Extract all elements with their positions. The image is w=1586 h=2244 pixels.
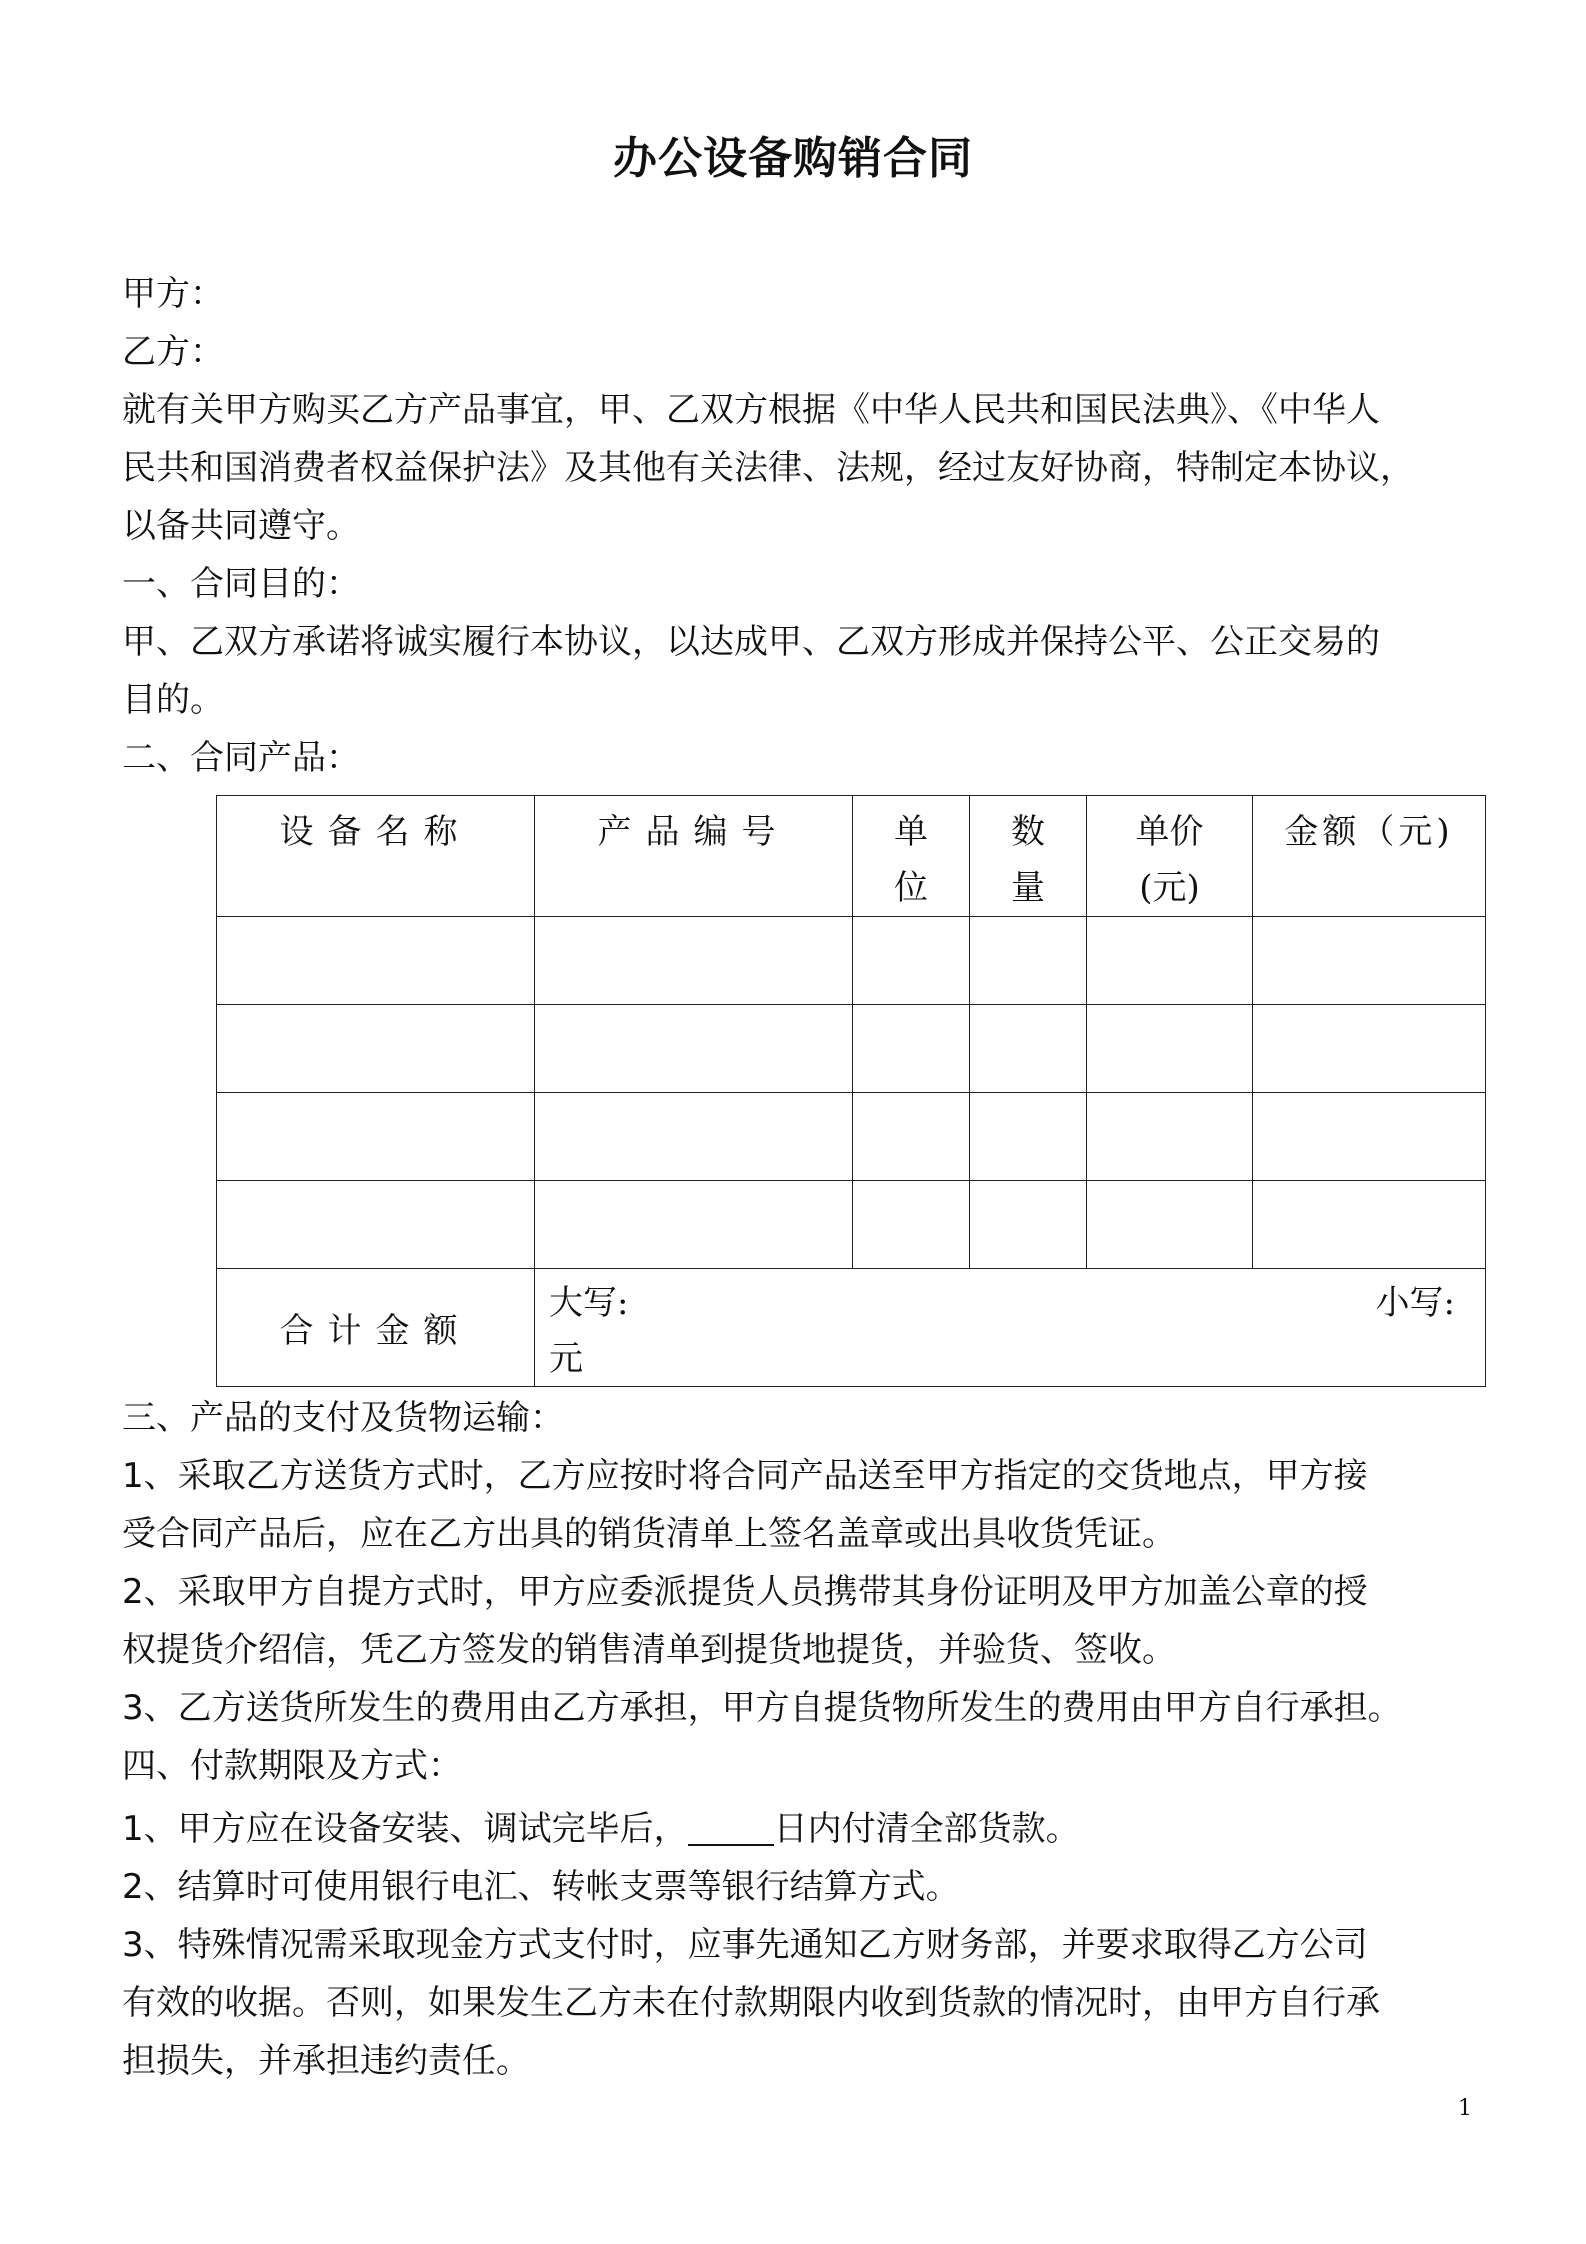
section1-heading: 一、合同目的： xyxy=(122,564,360,604)
section3-heading: 三、产品的支付及货物运输： xyxy=(122,1398,564,1438)
table-cell[interactable] xyxy=(853,1181,970,1269)
table-cell[interactable] xyxy=(970,1181,1087,1269)
intro-line-2: 民共和国消费者权益保护法》及其他有关法律、法规，经过友好协商，特制定本协议， xyxy=(122,448,1414,488)
table-cell[interactable] xyxy=(1253,1005,1486,1093)
table-cell[interactable] xyxy=(535,1093,853,1181)
section3-line-5: 3、乙方送货所发生的费用由乙方承担，甲方自提货物所发生的费用由甲方自行承担。 xyxy=(122,1688,1402,1728)
table-cell[interactable] xyxy=(970,1005,1087,1093)
table-cell[interactable] xyxy=(217,1181,535,1269)
section3-line-3: 2、采取甲方自提方式时，甲方应委派提货人员携带其身份证明及甲方加盖公章的授 xyxy=(122,1572,1368,1612)
table-row xyxy=(217,1093,1486,1181)
section4-line-4: 有效的收据。否则，如果发生乙方未在付款期限内收到货款的情况时，由甲方自行承 xyxy=(122,1983,1380,2023)
header-quantity: 数 量 xyxy=(970,796,1087,917)
section2-heading: 二、合同产品： xyxy=(122,738,360,778)
intro-line-1: 就有关甲方购买乙方产品事宜，甲、乙双方根据《中华人民共和国民法典》、《中华人 xyxy=(122,390,1380,430)
table-cell[interactable] xyxy=(217,917,535,1005)
table-header-row xyxy=(217,796,1486,917)
section4-item1-text: 1、甲方应在设备安装、调试完毕后， xyxy=(122,1809,688,1849)
table-row xyxy=(217,1005,1486,1093)
total-row xyxy=(217,1269,1486,1387)
section3-line-4: 权提货介绍信，凭乙方签发的销售清单到提货地提货，并验货、签收。 xyxy=(122,1630,1176,1670)
table-cell[interactable] xyxy=(535,1005,853,1093)
section1-line-2: 目的。 xyxy=(122,680,224,720)
total-amount-cell[interactable] xyxy=(535,1269,1486,1387)
table-cell[interactable] xyxy=(217,1093,535,1181)
page-title: 办公设备购销合同 xyxy=(613,133,973,184)
table-cell[interactable] xyxy=(1087,1093,1253,1181)
payment-days-blank[interactable] xyxy=(688,1804,774,1846)
table-cell[interactable] xyxy=(853,1005,970,1093)
table-cell[interactable] xyxy=(1087,1181,1253,1269)
table-cell[interactable] xyxy=(535,1181,853,1269)
party-a-label: 甲方： xyxy=(122,274,224,314)
header-amount: 金额（元) xyxy=(1253,796,1486,917)
table-cell[interactable] xyxy=(1087,1005,1253,1093)
product-table xyxy=(216,795,1486,1387)
section1-line-1: 甲、乙双方承诺将诚实履行本协议，以达成甲、乙双方形成并保持公平、公正交易的 xyxy=(122,622,1380,662)
table-cell[interactable] xyxy=(1253,1181,1486,1269)
table-row xyxy=(217,917,1486,1005)
page-number: 1 xyxy=(1458,2096,1472,2121)
section4-line-3: 3、特殊情况需采取现金方式支付时，应事先通知乙方财务部，并要求取得乙方公司 xyxy=(122,1925,1368,1965)
table-cell[interactable] xyxy=(1253,1093,1486,1181)
table-cell[interactable] xyxy=(970,917,1087,1005)
section4-item1-text-end: 日内付清全部货款。 xyxy=(773,1809,1080,1849)
table-cell[interactable] xyxy=(535,917,853,1005)
section4-heading: 四、付款期限及方式： xyxy=(122,1746,462,1786)
section3-line-1: 1、采取乙方送货方式时，乙方应按时将合同产品送至甲方指定的交货地点，甲方接 xyxy=(122,1456,1368,1496)
total-upper-label: 大写: xyxy=(549,1283,629,1323)
table-cell[interactable] xyxy=(853,917,970,1005)
section4-line-2: 2、结算时可使用银行电汇、转帐支票等银行结算方式。 xyxy=(122,1867,960,1907)
total-lower-label: 小写: xyxy=(1375,1283,1455,1323)
table-cell[interactable] xyxy=(217,1005,535,1093)
header-equipment-name: 设备名称 xyxy=(217,796,535,917)
table-cell[interactable] xyxy=(970,1093,1087,1181)
table-cell[interactable] xyxy=(1253,917,1486,1005)
header-unit-price: 单价 (元) xyxy=(1087,796,1253,917)
section4-line-1 xyxy=(122,1800,1080,1858)
party-b-label: 乙方： xyxy=(122,332,224,372)
total-label: 合计金额 xyxy=(217,1269,535,1387)
header-product-code: 产品编号 xyxy=(535,796,853,917)
table-row xyxy=(217,1181,1486,1269)
header-unit: 单 位 xyxy=(853,796,970,917)
total-unit-label: 元 xyxy=(549,1339,583,1379)
intro-line-3: 以备共同遵守。 xyxy=(122,506,360,546)
table-cell[interactable] xyxy=(1087,917,1253,1005)
table-cell[interactable] xyxy=(853,1093,970,1181)
section4-line-5: 担损失，并承担违约责任。 xyxy=(122,2041,530,2081)
section3-line-2: 受合同产品后，应在乙方出具的销货清单上签名盖章或出具收货凭证。 xyxy=(122,1514,1176,1554)
